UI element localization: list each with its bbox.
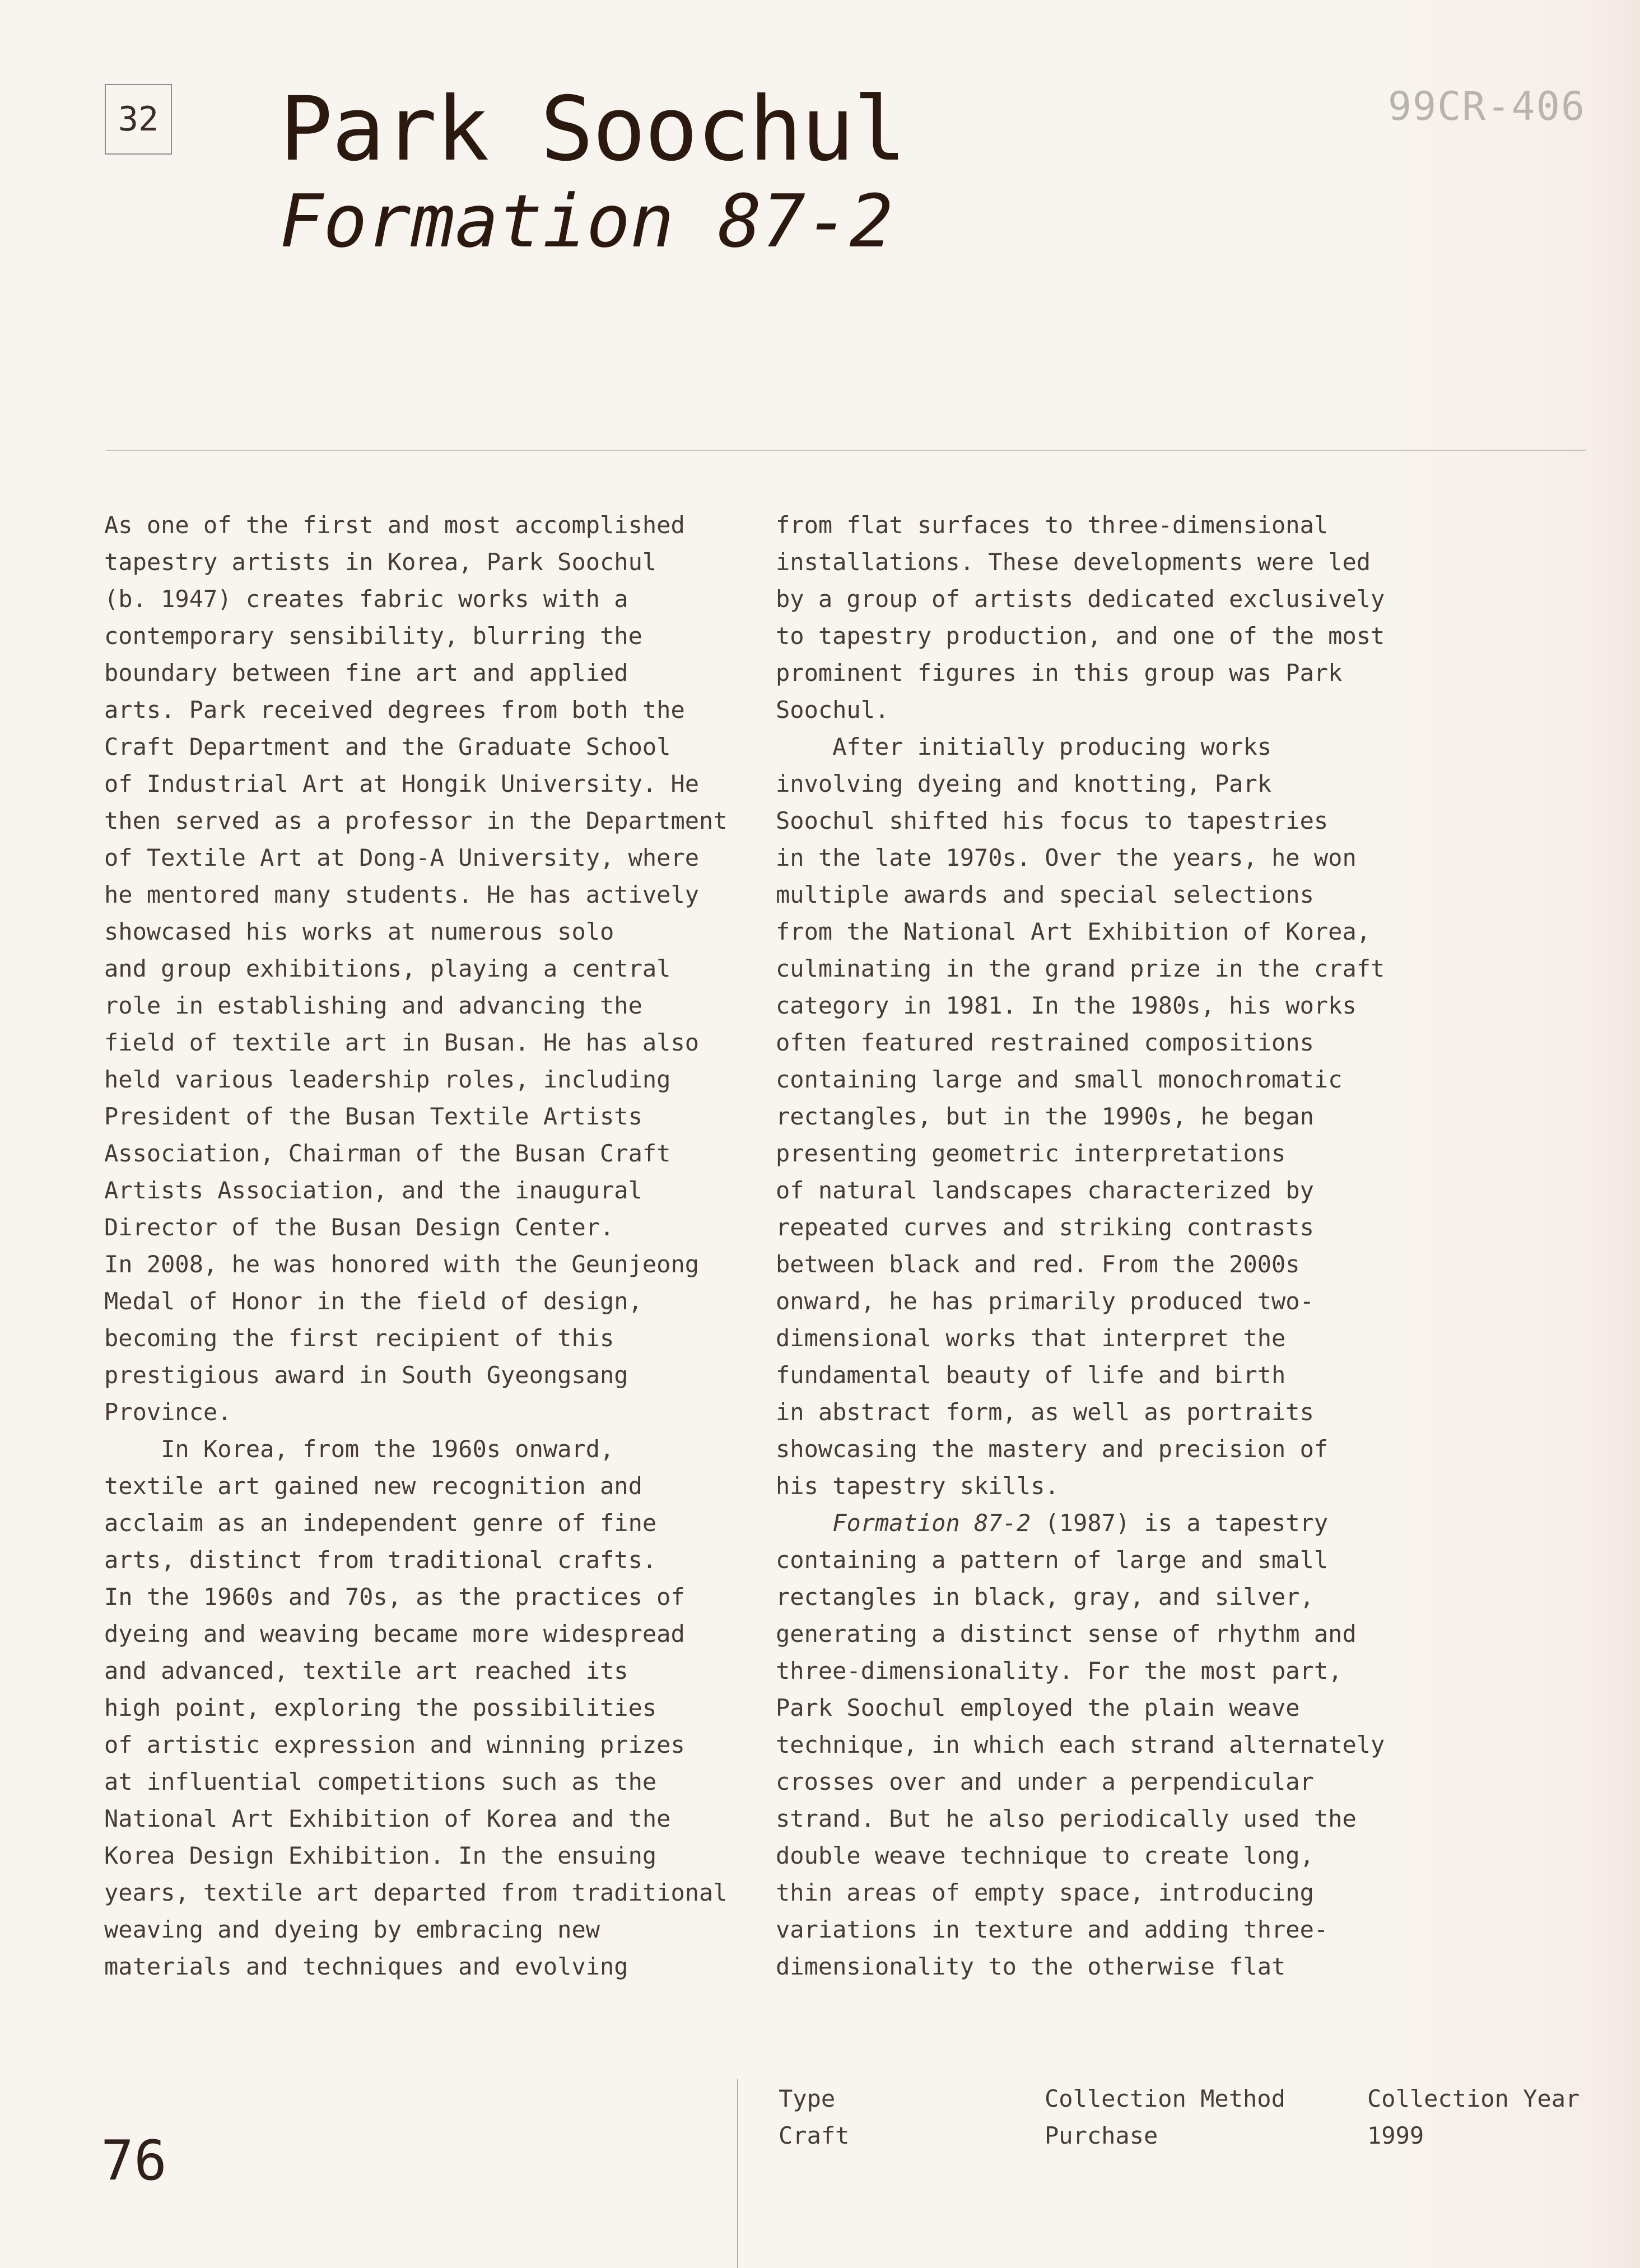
header-divider bbox=[106, 450, 1586, 451]
text-line: arts, distinct from traditional crafts. bbox=[104, 1546, 657, 1574]
text-line: rectangles in black, gray, and silver, bbox=[776, 1583, 1314, 1611]
text-line: dyeing and weaving became more widespread bbox=[104, 1620, 685, 1648]
text-line: rectangles, but in the 1990s, he began bbox=[776, 1103, 1314, 1130]
text-line: Soochul. bbox=[776, 696, 889, 724]
text-line: onward, he has primarily produced two- bbox=[776, 1287, 1314, 1315]
text-line: by a group of artists dedicated exclusively bbox=[776, 585, 1385, 613]
text-line: Formation 87-2 (1987) is a tapestry bbox=[832, 1509, 1329, 1537]
text-line: becoming the first recipient of this bbox=[104, 1324, 614, 1352]
page-number: 76 bbox=[101, 2129, 167, 2193]
text-line: of natural landscapes characterized by bbox=[776, 1177, 1314, 1204]
text-line: field of textile art in Busan. He has also bbox=[104, 1029, 700, 1056]
text-line: in the late 1970s. Over the years, he won bbox=[776, 844, 1357, 871]
text-line: multiple awards and special selections bbox=[776, 881, 1314, 908]
footer-field-type bbox=[779, 2080, 849, 2154]
text-line: and advanced, textile art reached its bbox=[104, 1657, 628, 1684]
page-title: Park Soochul bbox=[279, 78, 906, 181]
footer-vertical-rule bbox=[737, 2079, 738, 2268]
text-line: Province. bbox=[104, 1398, 232, 1426]
text-line: generating a distinct sense of rhythm and bbox=[776, 1620, 1357, 1648]
text-line: role in establishing and advancing the bbox=[104, 992, 642, 1019]
text-line: In 2008, he was honored with the Geunjeong bbox=[104, 1250, 700, 1278]
text-line: to tapestry production, and one of the most bbox=[776, 622, 1385, 650]
text-line: President of the Busan Textile Artists bbox=[104, 1103, 642, 1130]
text-line: showcased his works at numerous solo bbox=[104, 918, 614, 945]
catalog-code: 99CR-406 bbox=[1387, 83, 1586, 129]
text-line: containing large and small monochromatic bbox=[776, 1066, 1343, 1093]
text-line: held various leadership roles, including bbox=[104, 1066, 671, 1093]
text-line: he mentored many students. He has actively bbox=[104, 881, 700, 908]
footer-field-collection-method bbox=[1045, 2080, 1285, 2154]
text-line: thin areas of empty space, introducing bbox=[776, 1879, 1314, 1906]
text-line: As one of the first and most accomplished bbox=[104, 511, 685, 539]
text-line: In the 1960s and 70s, as the practices of bbox=[104, 1583, 685, 1611]
text-line: category in 1981. In the 1980s, his works bbox=[776, 992, 1357, 1019]
footer-field-collection-year bbox=[1367, 2080, 1580, 2154]
text-line: Park Soochul employed the plain weave bbox=[776, 1694, 1300, 1721]
text-line: culminating in the grand prize in the craft bbox=[776, 955, 1385, 982]
text-line: contemporary sensibility, blurring the bbox=[104, 622, 642, 650]
text-line: of Industrial Art at Hongik University. He bbox=[104, 770, 700, 797]
article-column-left bbox=[104, 507, 748, 1985]
entry-number: 32 bbox=[118, 100, 159, 139]
text-line: then served as a professor in the Department bbox=[104, 807, 728, 834]
text-line: variations in texture and adding three- bbox=[776, 1916, 1329, 1943]
text-line: from flat surfaces to three-dimensional bbox=[776, 511, 1329, 539]
text-line: Korea Design Exhibition. In the ensuing bbox=[104, 1842, 657, 1869]
text-line: Craft Department and the Graduate School bbox=[104, 733, 671, 760]
text-line: of Textile Art at Dong-A University, where bbox=[104, 844, 700, 871]
field-label: Type bbox=[779, 2085, 836, 2112]
text-line: and group exhibitions, playing a central bbox=[104, 955, 671, 982]
text-line: After initially producing works bbox=[776, 733, 1272, 760]
text-line: In Korea, from the 1960s onward, bbox=[104, 1435, 614, 1463]
text-line: textile art gained new recognition and bbox=[104, 1472, 642, 1500]
text-line: double weave technique to create long, bbox=[776, 1842, 1314, 1869]
text-line: prominent figures in this group was Park bbox=[776, 659, 1343, 687]
text-line: fundamental beauty of life and birth bbox=[776, 1361, 1286, 1389]
text-line: involving dyeing and knotting, Park bbox=[776, 770, 1272, 797]
field-label: Collection Year bbox=[1367, 2085, 1580, 2112]
text-line: materials and techniques and evolving bbox=[104, 1953, 628, 1980]
text-line: technique, in which each strand alternately bbox=[776, 1731, 1385, 1758]
field-label: Collection Method bbox=[1045, 2085, 1285, 2112]
text-line: arts. Park received degrees from both the bbox=[104, 696, 685, 724]
text-line: of artistic expression and winning prizes bbox=[104, 1731, 685, 1758]
field-value: 1999 bbox=[1367, 2122, 1424, 2149]
text-line: at influential competitions such as the bbox=[104, 1768, 657, 1795]
text-line: Director of the Busan Design Center. bbox=[104, 1214, 614, 1241]
text-line: (b. 1947) creates fabric works with a bbox=[104, 585, 628, 613]
text-line: dimensional works that interpret the bbox=[776, 1324, 1286, 1352]
text-line: boundary between fine art and applied bbox=[104, 659, 628, 687]
text-line: strand. But he also periodically used the bbox=[776, 1805, 1357, 1832]
text-line: his tapestry skills. bbox=[776, 1472, 1059, 1500]
text-line: tapestry artists in Korea, Park Soochul bbox=[104, 548, 657, 576]
text-line: between black and red. From the 2000s bbox=[776, 1250, 1300, 1278]
text-line: crosses over and under a perpendicular bbox=[776, 1768, 1314, 1795]
text-line: years, textile art departed from traditional bbox=[104, 1879, 728, 1906]
artwork-title: Formation 87-2 bbox=[279, 179, 893, 264]
text-line: weaving and dyeing by embracing new bbox=[104, 1916, 600, 1943]
text-line: Soochul shifted his focus to tapestries bbox=[776, 807, 1329, 834]
text-line: dimensionality to the otherwise flat bbox=[776, 1953, 1286, 1980]
text-line: repeated curves and striking contrasts bbox=[776, 1214, 1314, 1241]
text-line: presenting geometric interpretations bbox=[776, 1140, 1286, 1167]
text-line: showcasing the mastery and precision of bbox=[776, 1435, 1329, 1463]
text-line: high point, exploring the possibilities bbox=[104, 1694, 657, 1721]
text-line: Medal of Honor in the field of design, bbox=[104, 1287, 642, 1315]
text-line: National Art Exhibition of Korea and the bbox=[104, 1805, 671, 1832]
field-value: Craft bbox=[779, 2122, 850, 2149]
text-line: containing a pattern of large and small bbox=[776, 1546, 1329, 1574]
text-line: prestigious award in South Gyeongsang bbox=[104, 1361, 628, 1389]
text-line: often featured restrained compositions bbox=[776, 1029, 1314, 1056]
field-value: Purchase bbox=[1045, 2122, 1158, 2149]
article-column-right bbox=[776, 507, 1442, 1985]
text-line: Artists Association, and the inaugural bbox=[104, 1177, 642, 1204]
text-line: from the National Art Exhibition of Korea, bbox=[776, 918, 1371, 945]
text-line: Association, Chairman of the Busan Craft bbox=[104, 1140, 671, 1167]
text-line: in abstract form, as well as portraits bbox=[776, 1398, 1314, 1426]
entry-number-badge bbox=[105, 84, 172, 155]
text-line: installations. These developments were led bbox=[776, 548, 1371, 576]
text-line: acclaim as an independent genre of fine bbox=[104, 1509, 657, 1537]
text-line: three-dimensionality. For the most part, bbox=[776, 1657, 1343, 1684]
